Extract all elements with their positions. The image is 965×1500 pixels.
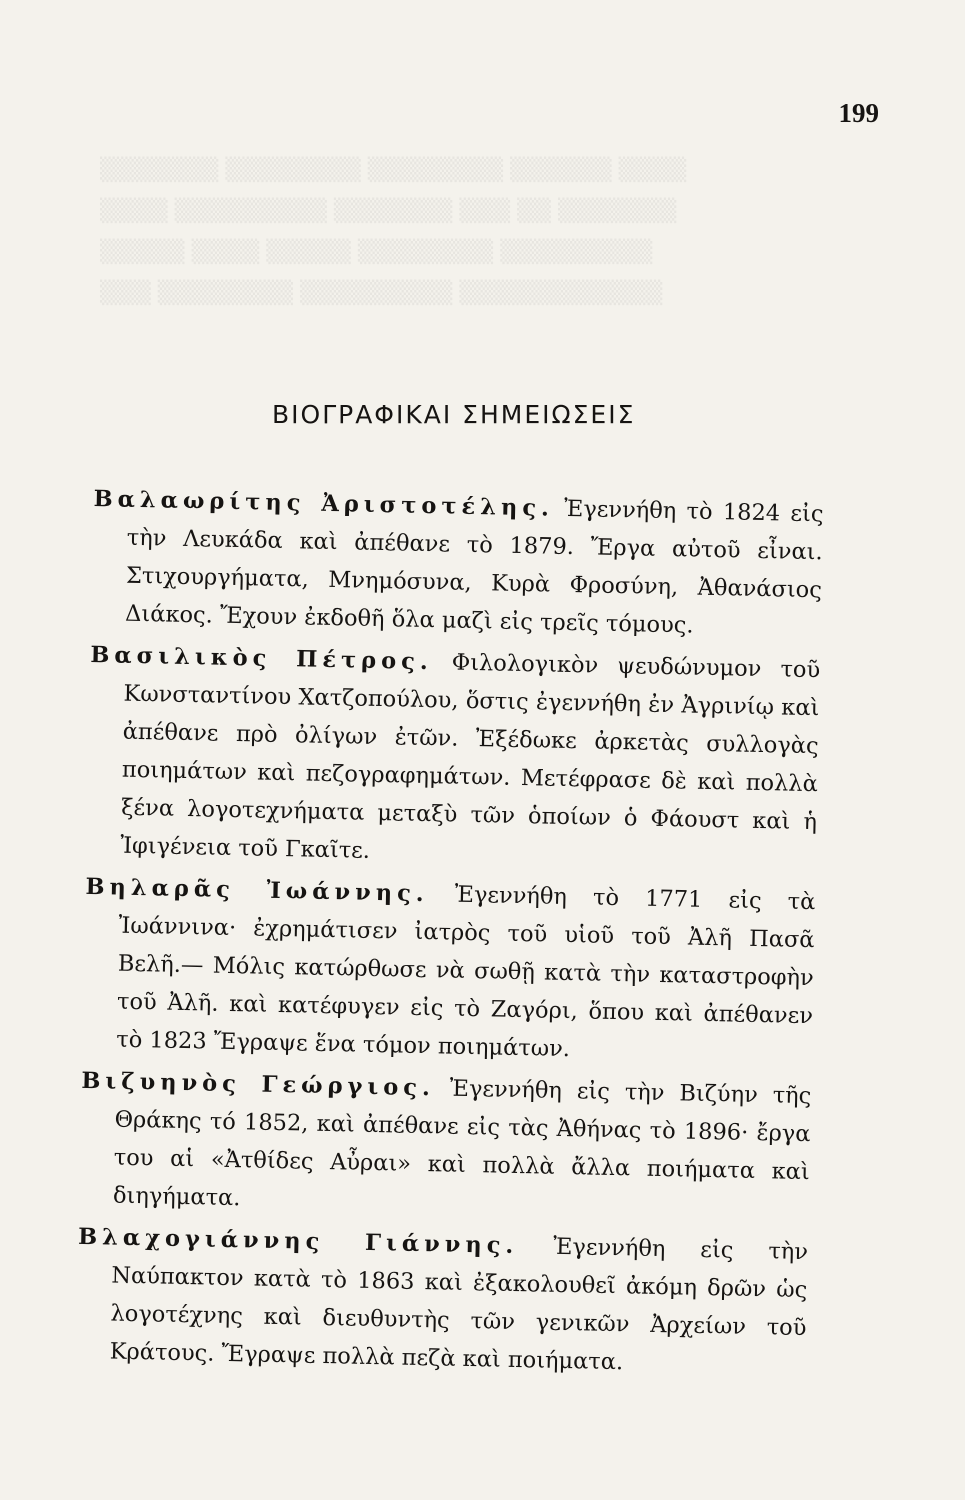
biography-entry: [75, 1218, 808, 1385]
biography-entry: [82, 868, 816, 1073]
entry-name: Βασιλικὸς Πέτρος.: [90, 641, 433, 676]
entry-text: Ἐγεννήθη τὸ 1771 εἰς τὰ Ἰωάννινα· ἐχρημάτισεν ἰατρὸς τοῦ υἱοῦ τοῦ Ἀλῆ Πασᾶ Βελῆ.— Μόλις κατώρθωσε νὰ σωθῇ κατὰ τὴν καταστροφὴν τοῦ Ἀλῆ. καὶ κατέφυγεν εἰς τὸ Ζαγόρι, ὅπου καὶ ἀπέθανεν τὸ 1823 Ἔγραψε ἕνα τόμον ποιημάτων.: [116, 881, 816, 1063]
reverse-page-bleed-through: ‌▒▒▒▒▒▒▒ ▒▒▒▒▒▒▒▒ ▒▒▒▒▒▒▒▒ ▒▒▒▒▒▒ ▒▒▒▒ ‌▒▒▒▒ ▒▒▒▒▒▒▒▒▒ ▒▒▒▒▒▒▒ ▒▒▒ ▒▒ ▒▒▒▒▒▒▒ ‌▒▒▒▒▒ ▒▒▒▒ ▒▒▒▒▒ ▒▒▒▒▒▒▒▒ ▒▒▒▒▒▒▒▒▒ ‌▒▒▒ ▒▒▒▒▒▒▒▒ ▒▒▒▒▒▒▒▒▒ ▒▒▒▒▒▒▒▒▒▒▒▒: [100, 158, 687, 306]
entry-name: Βιζυηνὸς Γεώργιος.: [81, 1067, 436, 1102]
entry-name: Βαλαωρίτης Ἀριστοτέλης.: [93, 485, 555, 522]
biography-entry: [79, 1062, 812, 1229]
entry-text: Φιλολογικὸν ψευδώνυμον τοῦ Κωνσταντίνου Χατζοπούλου, ὅστις ἐγεννήθη ἐν Ἀγρινίῳ καὶ ἀπέθανε πρὸ ὀλίγων ἐτῶν. Ἐξέδωκε ἀρκετὰς συλλογὰς ποιημάτων καὶ πεζογραφημάτων. Μετέφρασε δὲ καὶ πολλὰ ξένα λογοτεχνήματα μεταξὺ τῶν ὁποίων ὁ Φάουστ καὶ ἡ Ἰφιγένεια τοῦ Γκαῖτε.: [120, 649, 821, 864]
entry-text: Ἐγεννήθη εἰς τὴν Ναύπακτον κατὰ τὸ 1863 καὶ ἐξακολουθεῖ ἀκόμη δρῶν ὡς λογοτέχνης καὶ διευθυντὴς τῶν γενικῶν Ἀρχείων τοῦ Κράτους. Ἔγραψε πολλὰ πεζὰ καὶ ποιήματα.: [109, 1233, 809, 1376]
biography-list: [75, 480, 824, 1389]
entry-name: Βλαχογιάννης Γιάννης.: [77, 1223, 519, 1260]
entry-text: Ἐγεννήθη τὸ 1824 εἰς τὴν Λευκάδα καὶ ἀπέθανε τὸ 1879. Ἔργα αὐτοῦ εἶναι. Στιχουργήματα, Μνημόσυνα, Κυρὰ Φροσύνη, Ἀθανάσιος Διάκος. Ἔχουν ἐκδοθῆ ὅλα μαζὶ εἰς τρεῖς τόμους.: [124, 495, 824, 639]
page-number: 199: [838, 98, 879, 128]
entry-name: Βηλαρᾶς Ἰωάννης.: [85, 873, 429, 908]
entry-text: Ἐγεννήθη εἰς τὴν Βιζύην τῆς Θράκης τό 1852, καὶ ἀπέθανε εἰς τὰς Ἀθήνας τὸ 1896· ἔργα του αἱ «Ἀτθίδες Αὖραι» καὶ πολλὰ ἄλλα ποιήματα καὶ διηγήματα.: [112, 1075, 812, 1212]
biography-entry: [86, 636, 821, 879]
section-heading: ΒΙΟΓΡΑΦΙΚΑΙ ΣΗΜΕΙΩΣΕΙΣ: [272, 400, 636, 429]
biography-entry: [91, 480, 824, 647]
